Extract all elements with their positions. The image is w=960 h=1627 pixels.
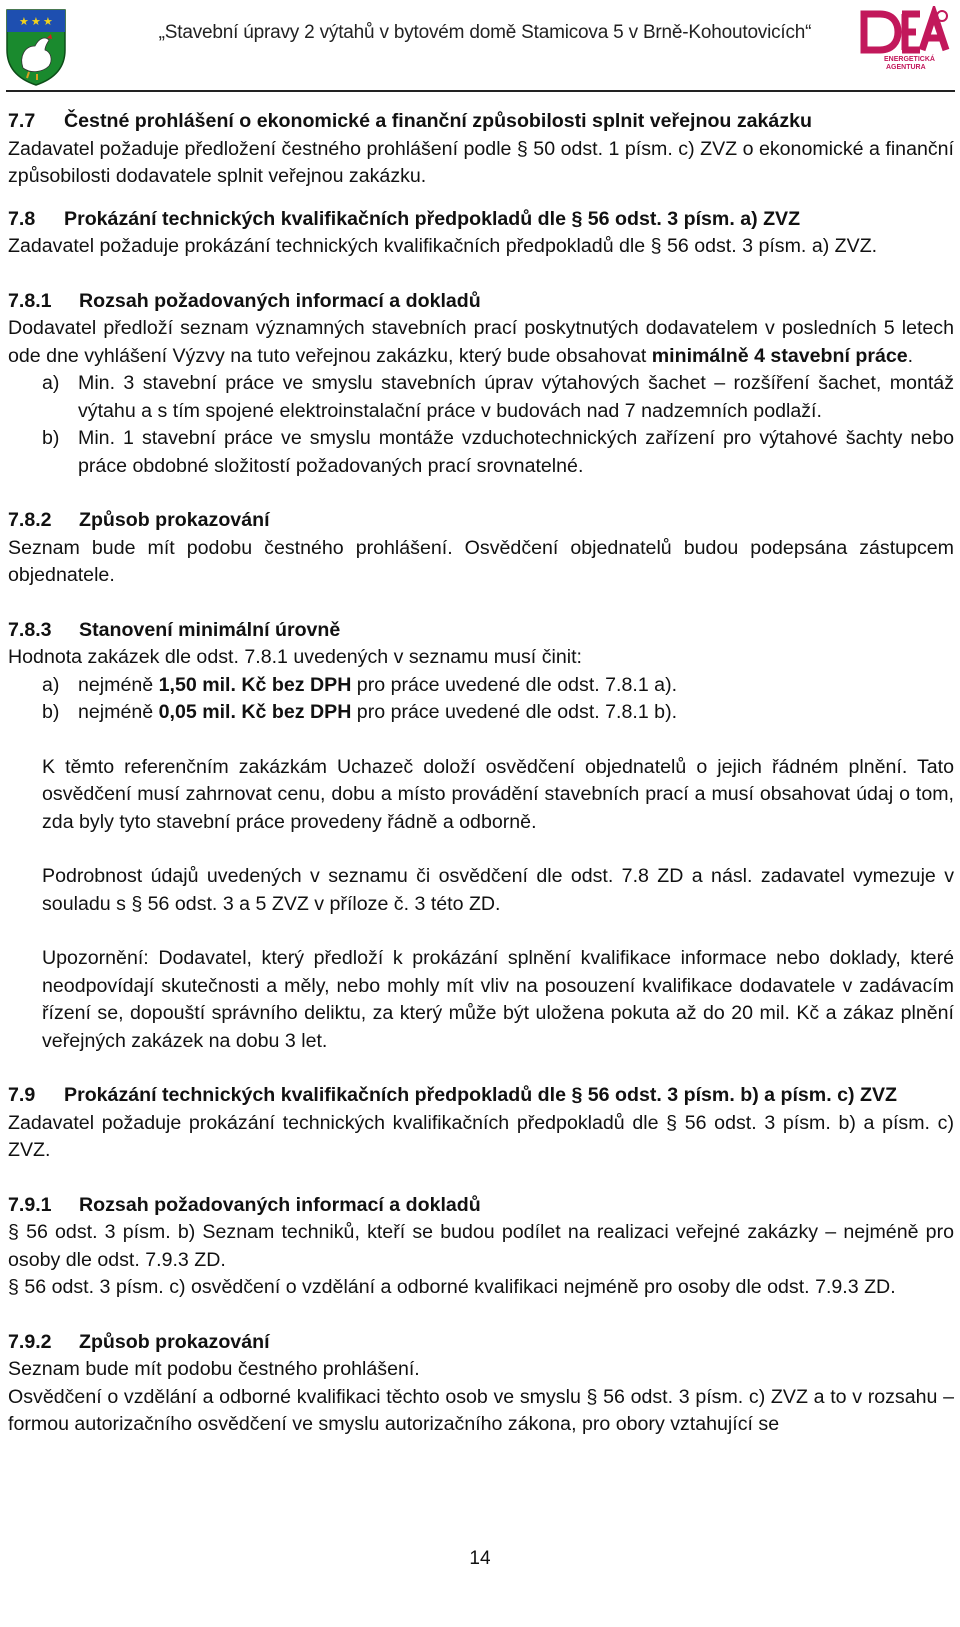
section-text-7-8: Zadavatel požaduje prokázání technických kvalifikačních předpokladů dle § 56 odst. 3 písm. a) ZVZ. bbox=[8, 235, 878, 257]
svg-text:★: ★ bbox=[19, 15, 29, 28]
text-run: pro práce uvedené dle odst. 7.8.1 a). bbox=[351, 673, 678, 696]
section-title: Čestné prohlášení o ekonomické a finanční způsobilosti splnit veřejnou zakázku bbox=[64, 110, 812, 132]
dea-logo-line1: ENERGETICKÁ bbox=[884, 56, 935, 63]
list-item bbox=[8, 672, 954, 700]
list-item-text: Min. 3 stavební práce ve smyslu stavebních úprav výtahových šachet – rozšíření šachet, montáž výtahu a s tím spojené elektroinstalační práce v budovách nad 7 nadzemních podlaží. bbox=[78, 372, 954, 422]
section-intro-7-8-3: Hodnota zakázek dle odst. 7.8.1 uvedených v seznamu musí činit: bbox=[8, 646, 582, 668]
list-marker: a) bbox=[42, 372, 60, 394]
text-run: Dodavatel předloží seznam významných stavebních prací poskytnutých dodavatelem v posledních 5 letech ode dne vyhlášení Výzvy na tuto veřejnou zakázku, který bude obsahovat bbox=[8, 317, 954, 367]
section-text-7-9-2-line1: Seznam bude mít podobu čestného prohlášení. bbox=[8, 1358, 420, 1380]
section-number: 7.8.2 bbox=[8, 509, 52, 531]
page-header bbox=[0, 0, 960, 92]
paragraph-warning: Upozornění: Dodavatel, který předloží k prokázání splnění kvalifikace informace nebo doklady, které neodpovídají skutečnosti a měly, nebo mohly mít vliv na posouzení kvalifikace dodavatele v zadávacím řízení se, dopouští správního deliktu, za který může být uložena pokuta až do 20 mil. Kč a zákaz plnění veřejných zakázek na dobu 3 let. bbox=[42, 947, 954, 1052]
text-run: nejméně bbox=[78, 701, 159, 723]
list-marker: a) bbox=[42, 673, 60, 696]
text-run: . bbox=[907, 344, 914, 367]
section-heading-7-8-3 bbox=[8, 617, 954, 645]
section-heading-7-7 bbox=[8, 108, 954, 136]
section-heading-7-9-1 bbox=[8, 1192, 954, 1220]
section-heading-7-9-2 bbox=[8, 1329, 954, 1357]
svg-text:★: ★ bbox=[31, 15, 41, 28]
coat-of-arms-rooster-icon bbox=[5, 8, 67, 86]
header-divider bbox=[6, 90, 955, 92]
section-number: 7.7 bbox=[8, 110, 36, 132]
text-run: pro práce uvedené dle odst. 7.8.1 b). bbox=[351, 701, 678, 723]
page-number: 14 bbox=[469, 1548, 491, 1569]
section-title: Stanovení minimální úrovně bbox=[79, 618, 341, 641]
section-title: Prokázání technických kvalifikačních předpokladů dle § 56 odst. 3 písm. b) a písm. c) ZVZ bbox=[64, 1084, 897, 1106]
section-number: 7.8.1 bbox=[8, 289, 52, 312]
section-text-7-8-2: Seznam bude mít podobu čestného prohlášení. Osvědčení objednatelů budou podepsána zástupcem objednatele. bbox=[8, 536, 954, 586]
section-number: 7.8.3 bbox=[8, 618, 52, 641]
section-text-7-9-1-line1: § 56 odst. 3 písm. b) Seznam techniků, kteří se budou podílet na realizaci veřejné zakázky – nejméně pro osoby dle odst. 7.9.3 ZD. bbox=[8, 1221, 954, 1271]
section-heading-7-8-1 bbox=[8, 288, 954, 316]
list-marker: b) bbox=[42, 701, 60, 723]
list-item bbox=[8, 370, 954, 425]
svg-text:★: ★ bbox=[43, 15, 53, 28]
text-run: nejméně bbox=[78, 673, 159, 696]
section-text-7-9-2-line2: Osvědčení o vzdělání a odborné kvalifikaci těchto osob ve smyslu § 56 odst. 3 písm. c) ZVZ a to v rozsahu – formou autorizačního osvědčení ve smyslu autorizačního zákona, pro obory vztahující se bbox=[8, 1385, 954, 1435]
section-title: Způsob prokazování bbox=[79, 509, 270, 531]
paragraph-references: K těmto referenčním zakázkám Uchazeč doloží osvědčení objednatelů o jejich řádném plnění. Tato osvědčení musí zahrnovat cenu, dobu a místo provádění stavebních prací a musí obsahovat údaj o tom, zda byly tyto stavební práce provedeny řádně a odborně. bbox=[42, 755, 954, 833]
list-marker: b) bbox=[42, 427, 60, 449]
list-item bbox=[8, 425, 954, 480]
dea-logo-line2: AGENTURA bbox=[886, 64, 926, 71]
minimum-values-list bbox=[8, 672, 954, 727]
section-heading-7-9 bbox=[8, 1082, 954, 1110]
text-run-bold: minimálně 4 stavební práce bbox=[651, 344, 908, 367]
list-item-text: Min. 1 stavební práce ve smyslu montáže vzduchotechnických zařízení pro výtahové šachty nebo práce obdobné složitostí požadovaných prací srovnatelné. bbox=[78, 427, 954, 477]
text-run-bold: 0,05 mil. Kč bez DPH bbox=[158, 701, 352, 723]
paragraph-detail: Podrobnost údajů uvedených v seznamu či osvědčení dle odst. 7.8 ZD a násl. zadavatel vymezuje v souladu s § 56 odst. 3 a 5 ZVZ v příloze č. 3 této ZD. bbox=[42, 865, 954, 915]
section-text-7-9: Zadavatel požaduje prokázání technických kvalifikačních předpokladů dle § 56 odst. 3 písm. b) a písm. c) ZVZ. bbox=[8, 1111, 954, 1161]
section-title: Prokázání technických kvalifikačních předpokladů dle § 56 odst. 3 písm. a) ZVZ bbox=[64, 207, 801, 230]
header-title: „Stavební úpravy 2 výtahů v bytovém domě Stamicova 5 v Brně-Kohoutovicích“ bbox=[158, 22, 812, 43]
section-heading-7-8 bbox=[8, 206, 954, 234]
section-text-7-8-1 bbox=[8, 315, 954, 370]
section-text-7-9-1-line2: § 56 odst. 3 písm. c) osvědčení o vzdělání a odborné kvalifikaci nejméně pro osoby dle odst. 7.9.3 ZD. bbox=[8, 1276, 896, 1298]
section-number: 7.8 bbox=[8, 207, 36, 230]
dea-logo-icon bbox=[858, 6, 954, 72]
list-item bbox=[8, 699, 954, 727]
section-title: Způsob prokazování bbox=[79, 1330, 270, 1353]
document-body bbox=[8, 108, 954, 1439]
section-heading-7-8-2 bbox=[8, 507, 954, 535]
section-number: 7.9.2 bbox=[8, 1330, 52, 1353]
section-title: Rozsah požadovaných informací a dokladů bbox=[79, 289, 481, 312]
requirements-list bbox=[8, 370, 954, 480]
section-text-7-7: Zadavatel požaduje předložení čestného prohlášení podle § 50 odst. 1 písm. c) ZVZ o ekonomické a finanční způsobilosti dodavatele splnit veřejnou zakázku. bbox=[8, 137, 954, 187]
section-number: 7.9 bbox=[8, 1084, 36, 1106]
section-number: 7.9.1 bbox=[8, 1193, 52, 1216]
section-title: Rozsah požadovaných informací a dokladů bbox=[79, 1193, 481, 1216]
text-run-bold: 1,50 mil. Kč bez DPH bbox=[158, 673, 352, 696]
